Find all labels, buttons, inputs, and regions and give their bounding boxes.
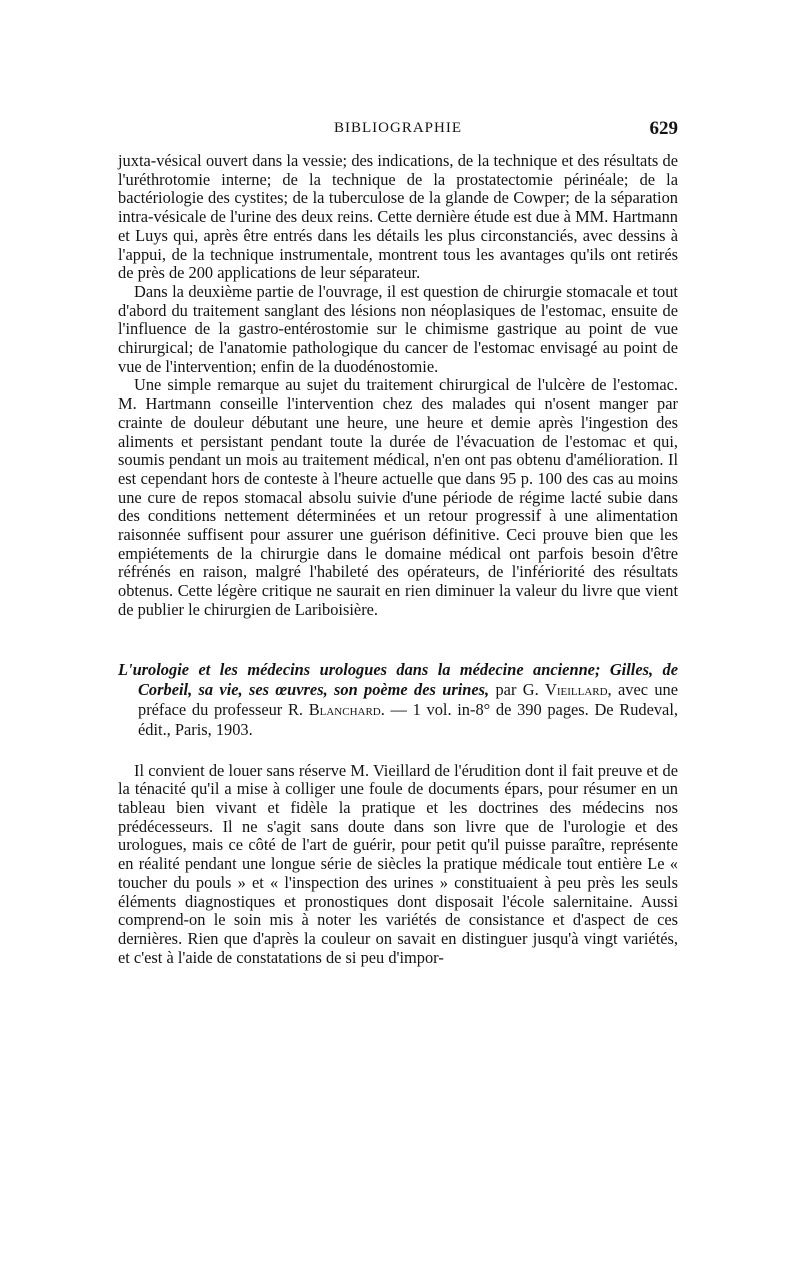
book-page: [118, 118, 678, 967]
review-body: Il convient de louer sans réserve M. Vieillard de l'érudition dont il fait preuve et de la ténacité qu'il a mise à colliger une foule de documents épars, pour résumer en un tableau bien vivant et fidèle la pratique et les doctrines des médecins nos prédécesseurs. Il ne s'agit sans doute dans son livre que de l'urologie et des urologues, mais ce côté de l'art de guérir, pour petit qu'il puisse paraître, représente en réalité pendant une longue série de siècles la pratique médicale tout entière Le « toucher du pouls » et « l'inspection des urines » constituaient à peu près les seuls éléments diagnostiques et pronostiques dont disposait l'école salernitaine. Aussi comprend-on le soin mis à noter les variétés de consistance et d'aspect de ces dernières. Rien que d'après la couleur on savait en distinguer jusqu'à vingt variétés, et c'est à l'aide de constatations de si peu d'impor-: [118, 760, 678, 967]
review-volume-info: — 1 vol. in-8° de 390 pages. De Rudeval, édit., Paris, 1903.: [138, 699, 678, 739]
paragraph-stomach-surgery: Dans la deuxième partie de l'ouvrage, il est question de chirurgie stomacale et tout d'abord du traitement sanglant des lésions non néoplasiques de l'estomac, ensuite de l'influence de la gastro-entérostomie sur le chimisme gastrique au point de vue chirurgical; de l'anatomie pathologique du cancer de l'estomac envisagé au point de vue de l'intervention; enfin de la duodénostomie.: [118, 281, 678, 376]
review-by: par G.: [489, 679, 545, 699]
paragraph-continued: juxta-vésical ouvert dans la vessie; des indications, de la technique et des résultats de l'uréthrotomie interne; de la technique de la prostatectomie périnéale; de la bactériologie des cystites; de la tuberculose de la glande de Cowper; de la séparation intra-vésicale de l'urine des deux reins. Cette dernière étude est due à MM. Hartmann et Luys qui, après être entrés dans les détails les plus circonstanciés, avec dessins à l'appui, de la technique instrumentale, montrent tous les avantages qu'ils ont retirés de près de 200 applications de leur séparateur.: [118, 151, 678, 283]
review-citation: [118, 660, 678, 740]
book-review: [118, 660, 678, 968]
page-number: 629: [649, 118, 678, 139]
running-title: BIBLIOGRAPHIE: [334, 120, 462, 136]
review-preface: avec une préface du professeur R.: [138, 679, 679, 719]
review-preface-author: Blanchard.: [308, 699, 385, 719]
running-head: [118, 118, 678, 142]
review-author: Vieillard,: [545, 679, 612, 699]
paragraph-remark: Une simple remarque au sujet du traitement chirurgical de l'ulcère de l'estomac. M. Hartmann conseille l'intervention chez des malades qui n'osent manger par crainte de douleur débutant une heure, une heure et demie après l'ingestion des aliments et persistant pendant toute la durée de l'évacuation de l'estomac et qui, soumis pendant un mois au traitement médical, n'en ont pas obtenu d'amélioration. Il est cependant hors de conteste à l'heure actuelle que dans 95 p. 100 des cas au moins une cure de repos stomacal absolu suivie d'une période de régime lacté subie dans des conditions nettement déterminées et un retour progressif à une alimentation raisonnée suffisent pour assurer une guérison définitive. Ceci prouve bien que les empiétements de la chirurgie dans le domaine médical ont parfois besoin d'être réfrénés en raison, malgré l'habileté des opérateurs, de l'infériorité des résultats obtenus. Cette légère critique ne saurait en rien diminuer la valeur du livre que vient de publier le chirurgien de Lariboisière.: [118, 375, 678, 619]
review-book-title: L'urologie et les médecins urologues dans la médecine ancienne; Gilles, de Corbeil, sa vie, ses œuvres, son poème des urines,: [118, 659, 678, 699]
